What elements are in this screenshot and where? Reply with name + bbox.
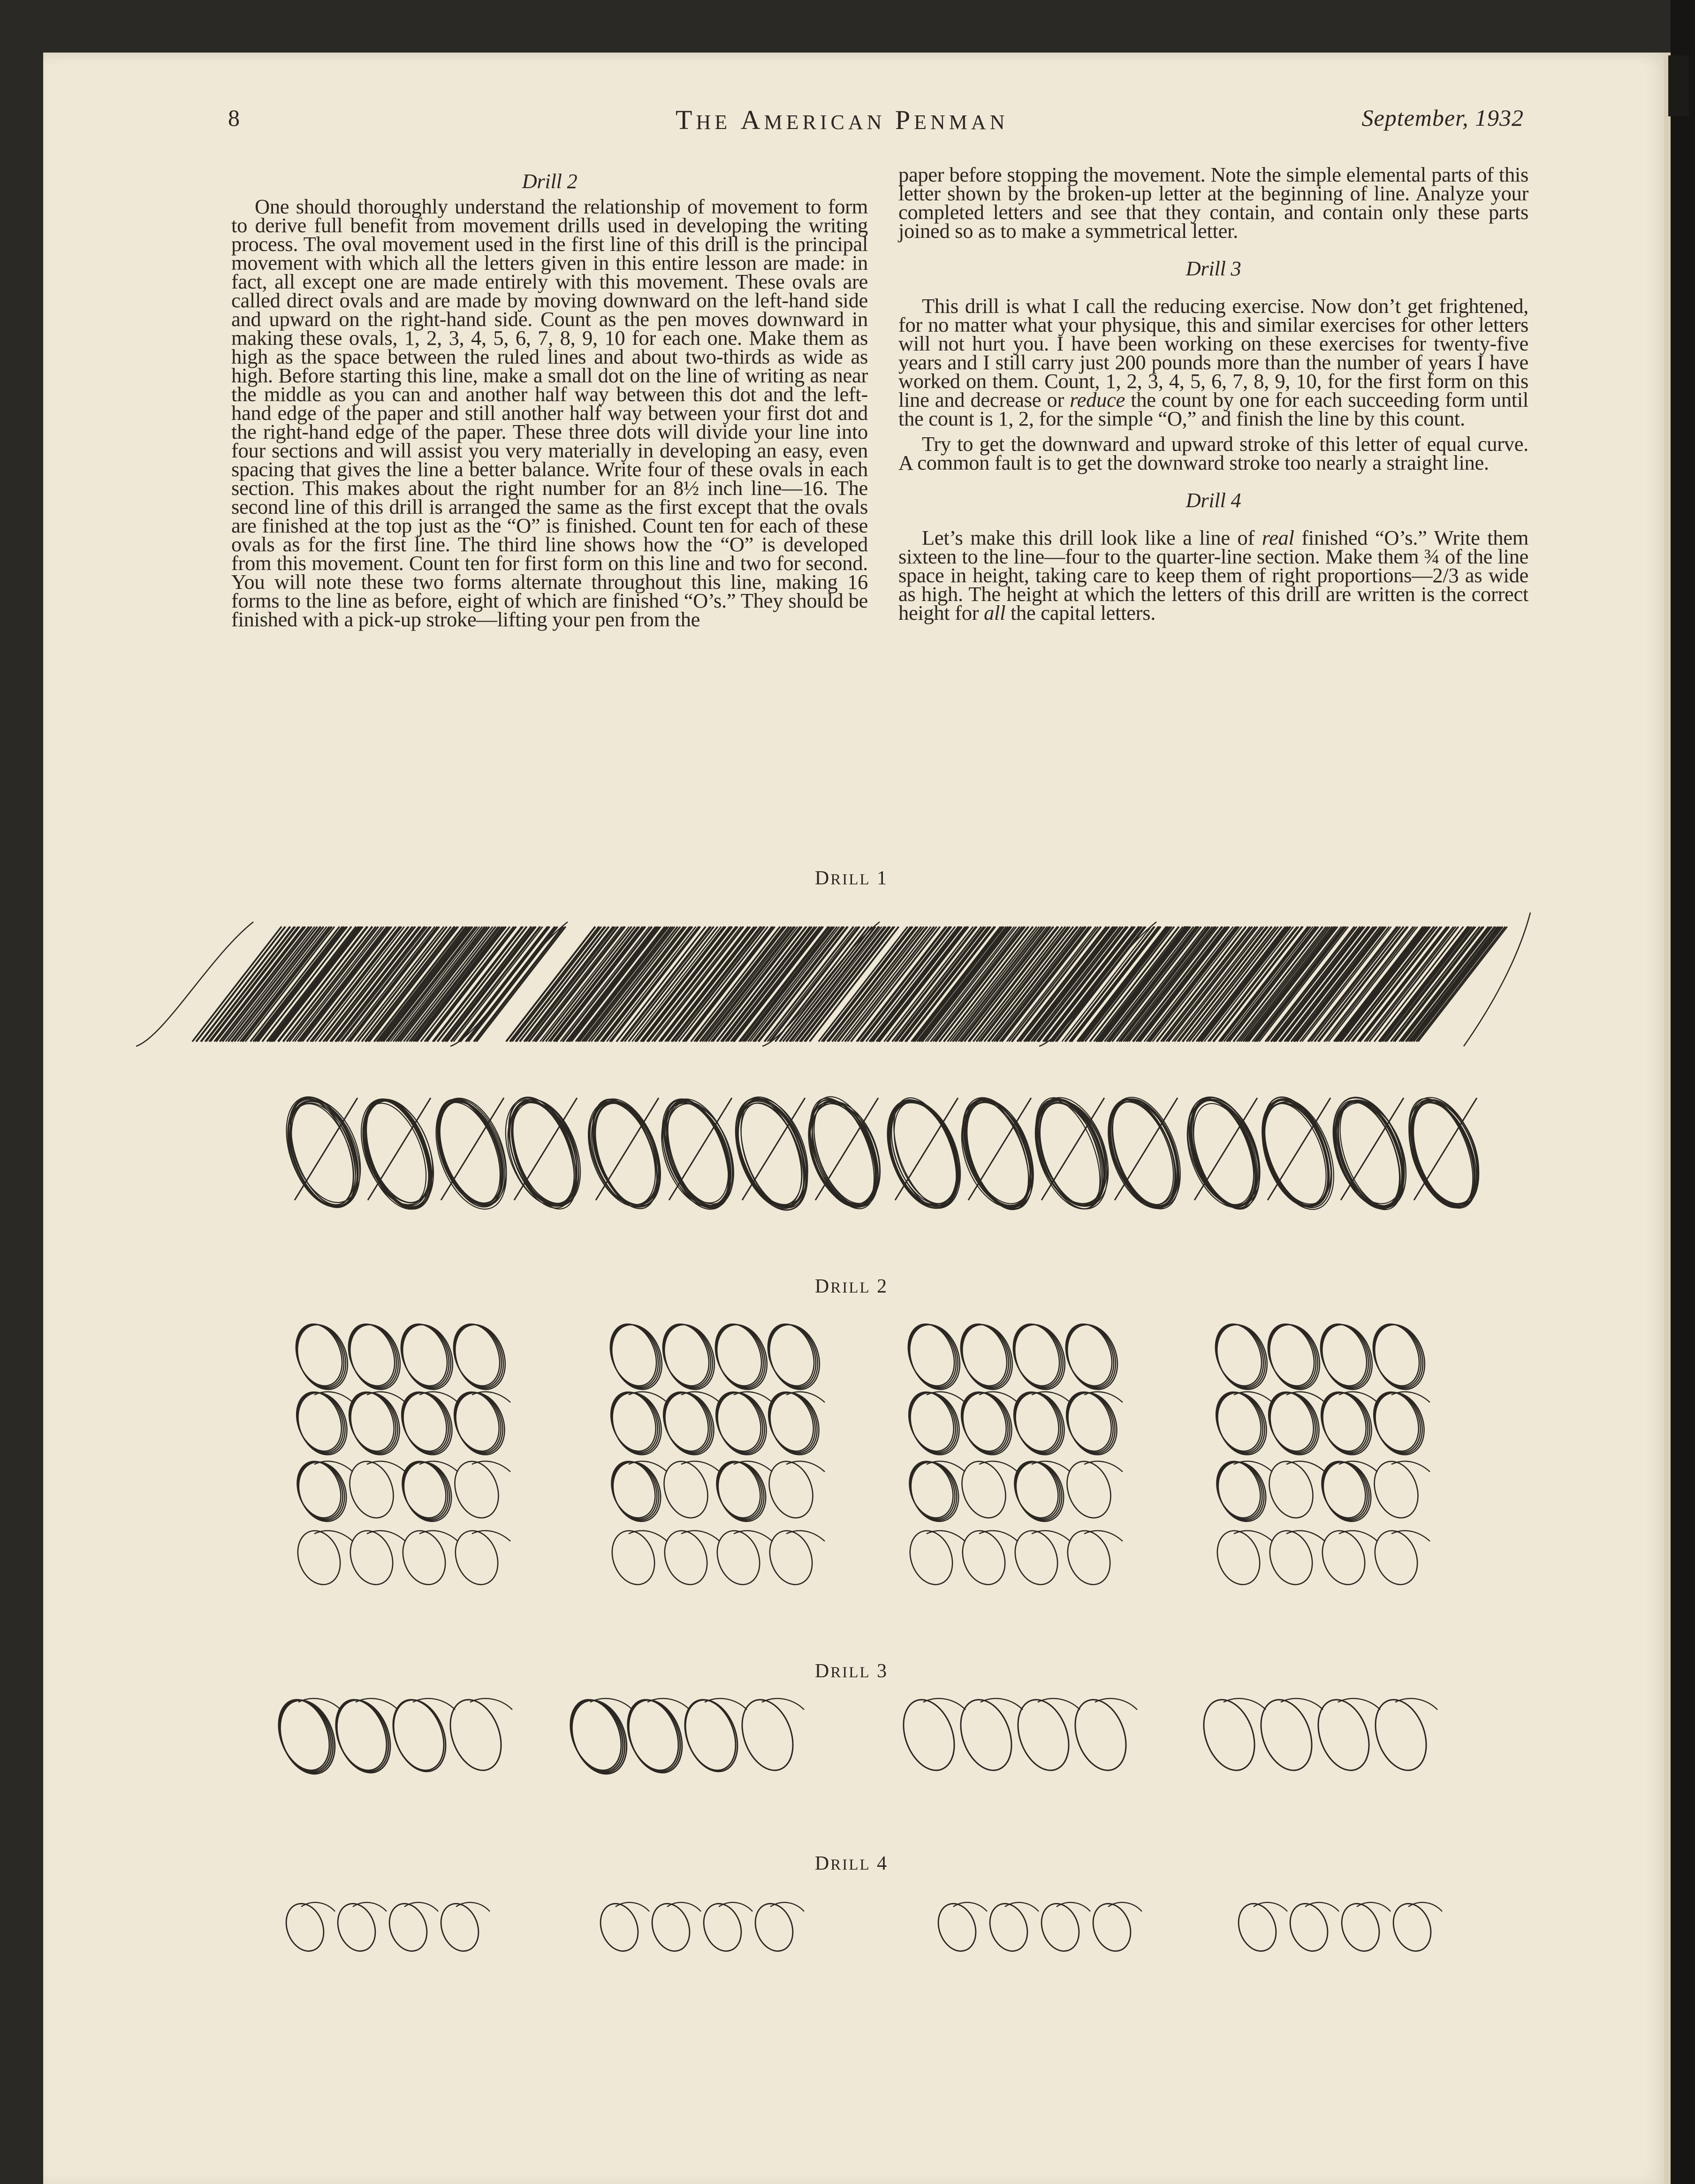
- finishing-stroke: [667, 1902, 701, 1911]
- capital-o-stroke: [762, 1525, 819, 1590]
- reducing-o-stroke: [441, 1693, 510, 1778]
- drill4-text-c: the capital letters.: [1010, 601, 1156, 624]
- finishing-stroke: [1391, 1530, 1430, 1541]
- capital-o-stroke: [761, 1318, 828, 1397]
- finished-o-stroke: [1387, 1898, 1437, 1956]
- capital-o-stroke: [605, 1455, 667, 1527]
- finished-o-stroke: [698, 1898, 748, 1956]
- capital-o-stroke: [1315, 1525, 1372, 1590]
- capital-o-stroke: [1060, 1525, 1117, 1590]
- finished-o-stroke: [984, 1898, 1034, 1956]
- drill-title-rest: RILL: [830, 1857, 871, 1873]
- finishing-stroke: [1224, 1698, 1266, 1710]
- retraced-oval: [422, 1089, 520, 1219]
- finishing-stroke: [1339, 1530, 1377, 1541]
- finishing-stroke: [356, 1698, 398, 1710]
- retraced-oval: [948, 1088, 1046, 1218]
- finished-o-stroke: [280, 1898, 330, 1956]
- finished-o-stroke: [1336, 1898, 1386, 1956]
- finishing-stroke: [681, 1530, 720, 1541]
- reducing-o-stroke: [562, 1693, 637, 1782]
- capital-o-stroke: [954, 1455, 1013, 1524]
- drill3-text-b: the count by one for each succeeding form until the count is 1, 2, for the simple “O,” and finish the line by this count.: [898, 388, 1528, 430]
- finishing-stroke: [953, 1902, 987, 1911]
- drill3-paragraph-2: Try to get the downward and upward stroke of this letter of equal curve. A common fault is to get the downward stroke too nearly a straight line.: [898, 432, 1528, 474]
- drill2-heading: Drill 2: [522, 169, 578, 193]
- capital-o-stroke: [1262, 1455, 1320, 1524]
- oval-slash: [514, 1098, 577, 1200]
- capital-o-stroke: [1368, 1525, 1424, 1590]
- drill-title-number: 2: [877, 1276, 889, 1297]
- push-pull-stroke: [750, 927, 839, 1042]
- drill4-text-a: Let’s make this drill look like a line of: [922, 526, 1254, 549]
- finishing-stroke: [1286, 1530, 1325, 1541]
- oval-slash: [1194, 1098, 1257, 1200]
- issue-date: September, 1932: [1361, 105, 1524, 131]
- reducing-o-stroke: [1309, 1693, 1378, 1778]
- drill2-specimen: [288, 1317, 1434, 1590]
- capital-o-stroke: [710, 1525, 767, 1590]
- capital-o-stroke: [955, 1525, 1012, 1590]
- capital-o-stroke: [447, 1455, 506, 1524]
- reducing-o-stroke: [1066, 1693, 1135, 1778]
- push-pull-stroke: [1300, 927, 1389, 1042]
- finishing-stroke: [1032, 1530, 1070, 1541]
- drill2-row: [289, 1386, 1432, 1462]
- finishing-stroke: [1234, 1530, 1272, 1541]
- oval-slash: [1115, 1098, 1178, 1200]
- capital-o-stroke: [1367, 1455, 1425, 1524]
- finishing-stroke: [1108, 1902, 1142, 1911]
- finishing-stroke: [456, 1902, 490, 1911]
- retraced-oval: [1320, 1088, 1420, 1218]
- capital-o-stroke: [1366, 1318, 1433, 1397]
- finishing-stroke: [413, 1698, 455, 1710]
- capital-o-stroke: [395, 1525, 452, 1590]
- push-pull-stroke: [1393, 927, 1482, 1042]
- finishing-stroke: [927, 1530, 965, 1541]
- retraced-oval: [1174, 1088, 1273, 1218]
- capital-o-stroke: [1008, 1525, 1064, 1590]
- capital-o-stroke: [1261, 1318, 1328, 1397]
- drill2-continued-paragraph: paper before stopping the movement. Note the simple elemental parts of this letter shown by the broken-up letter at the beginning of line. Analyze your completed letters and see that they contain, and contain only these parts joined so as to make a symmetrical letter.: [898, 163, 1528, 243]
- reducing-o-stroke: [951, 1693, 1020, 1778]
- retraced-oval: [796, 1088, 893, 1217]
- oval-slash: [895, 1098, 958, 1200]
- drill-title-number: 3: [877, 1660, 889, 1682]
- capital-o-stroke: [343, 1525, 400, 1590]
- finished-o-stroke: [932, 1898, 982, 1956]
- retraced-oval: [874, 1089, 974, 1218]
- finished-o-stroke: [594, 1898, 645, 1956]
- title-rest: MERICAN: [764, 111, 886, 134]
- finishing-stroke: [1038, 1698, 1080, 1710]
- capital-o-stroke: [289, 1318, 356, 1397]
- title-initial: P: [895, 105, 914, 135]
- finishing-stroke: [301, 1902, 335, 1911]
- capital-o-stroke: [342, 1318, 409, 1397]
- finished-o-stroke: [1035, 1898, 1086, 1956]
- capital-o-stroke: [394, 1318, 461, 1397]
- capital-o-stroke: [290, 1525, 347, 1590]
- reducing-o-stroke: [733, 1693, 802, 1778]
- finishing-stroke: [979, 1530, 1018, 1541]
- title-initial: T: [676, 105, 696, 135]
- finishing-stroke: [1057, 1902, 1090, 1911]
- title-initial: A: [740, 105, 764, 135]
- capital-o-stroke: [290, 1455, 352, 1527]
- capital-o-stroke: [657, 1525, 714, 1590]
- push-pull-stroke: [823, 927, 912, 1042]
- retraced-oval: [1249, 1088, 1347, 1219]
- finishing-stroke: [367, 1530, 405, 1541]
- reducing-o-stroke: [271, 1693, 345, 1782]
- finished-o-stroke: [646, 1898, 696, 1956]
- capital-o-stroke: [448, 1525, 505, 1590]
- capital-o-stroke: [1262, 1525, 1319, 1590]
- retraced-oval: [273, 1087, 373, 1217]
- drill1-oval-row: [273, 1087, 1492, 1219]
- finishing-stroke: [981, 1698, 1023, 1710]
- oval-slash: [968, 1098, 1031, 1200]
- drill-title-rest: RILL: [830, 1664, 871, 1681]
- finishing-stroke: [470, 1698, 512, 1710]
- capital-o-stroke: [708, 1318, 775, 1397]
- capital-o-stroke: [1006, 1318, 1073, 1397]
- finishing-stroke: [1305, 1902, 1339, 1911]
- reducing-o-stroke: [1366, 1693, 1435, 1778]
- capital-o-stroke: [342, 1455, 401, 1524]
- retraced-oval: [492, 1088, 594, 1218]
- finished-o-stroke: [435, 1898, 485, 1956]
- oval-slash: [441, 1098, 504, 1200]
- capital-o-stroke: [1059, 1455, 1118, 1524]
- drill2-row: [288, 1317, 1434, 1396]
- capital-o-stroke: [656, 1318, 723, 1397]
- capital-o-stroke: [656, 1455, 715, 1524]
- drill2-row: [290, 1525, 1430, 1590]
- title-rest: HE: [696, 111, 731, 134]
- emphasis-all: all: [984, 601, 1006, 624]
- capital-o-stroke: [1210, 1525, 1267, 1590]
- reducing-o-stroke: [619, 1693, 692, 1781]
- capital-o-stroke: [395, 1455, 457, 1527]
- drill-title-initial: D: [814, 1853, 831, 1874]
- emphasis-real: real: [1262, 526, 1294, 549]
- capital-o-stroke: [903, 1525, 959, 1590]
- finishing-stroke: [1357, 1902, 1391, 1911]
- drill-title-initial: D: [814, 868, 831, 889]
- finishing-stroke: [923, 1698, 965, 1710]
- retraced-oval: [348, 1089, 447, 1218]
- finishing-stroke: [1408, 1902, 1442, 1911]
- capital-o-stroke: [903, 1455, 965, 1527]
- reducing-o-stroke: [1194, 1693, 1263, 1778]
- finished-o-stroke: [1232, 1898, 1283, 1956]
- finishing-stroke: [1254, 1902, 1287, 1911]
- capital-o-stroke: [1315, 1455, 1377, 1527]
- drill-title-rest: RILL: [830, 871, 871, 888]
- drill4-specimen: [280, 1898, 1442, 1956]
- finishing-stroke: [762, 1698, 804, 1710]
- finishing-stroke: [298, 1698, 341, 1710]
- finishing-stroke: [314, 1530, 353, 1541]
- drill3-text-a: This drill is what I call the reducing exercise. Now don’t get frightened, for no matter what your physique, this and similar exercises for other letters will not hurt you. I have been working on these exercises for twenty-five years and I still carry just 200 pounds more than the number of years I have worked on them. Count, 1, 2, 3, 4, 5, 6, 7, 8, 9, 10, for the first form on this line and decrease or: [898, 294, 1528, 411]
- finishing-stroke: [353, 1902, 387, 1911]
- finishing-stroke: [705, 1698, 747, 1710]
- finishing-stroke: [786, 1530, 825, 1541]
- oval-slash: [596, 1098, 659, 1200]
- capital-o-stroke: [1059, 1318, 1126, 1397]
- capital-o-stroke: [761, 1455, 820, 1524]
- finishing-stroke: [419, 1530, 458, 1541]
- capital-o-stroke: [605, 1525, 661, 1590]
- title-rest: ENMAN: [914, 111, 1009, 134]
- drill3-specimen: [269, 1693, 1437, 1782]
- finished-o-stroke: [332, 1898, 382, 1956]
- finishing-stroke: [404, 1902, 438, 1911]
- drill-title-number: 4: [877, 1853, 889, 1874]
- reducing-o-stroke: [676, 1693, 747, 1779]
- drill2-paragraph: One should thoroughly understand the relationship of movement to form to derive full benefit from movement drills used in developing the writing process. The oval movement used in the first line of this drill is the principal movement with which all the letters given in this entire lesson are made: in fact, all except one are made entirely with this movement. These ovals are called direct ovals and are made by moving downward on the left-hand side and upward on the right-hand side. Count as the pen moves downward in making these ovals, 1, 2, 3, 4, 5, 6, 7, 8, 9, 10 for each one. Make them as high as the space between the ruled lines and about two-thirds as wide as high. Before starting this line, make a small dot on the line of writing as near the middle as you can and another half way between this dot and the left-hand edge of the paper and still another half way between your first dot and the right-hand edge of the paper. These three dots will divide your line into four sections and will assist you very materially in developing an easy, even spacing that gives the line a better balance. Write four of these ovals in each section. This makes about the right number for an 8½ inch line—16. The second line of this drill is arranged the same as the first except that the ovals are finished at the top just as the “O” is finished. Count ten for each of these ovals as for the first line. The third line shows how the “O” is developed from this movement. Count ten for first form on this line and two for second. You will note these two forms alternate throughout this line, making 16 forms to the line as before, eight of which are finished “O’s.” They should be finished with a pick-up stroke—lifting your pen from the: [231, 195, 868, 631]
- capital-o-stroke: [447, 1318, 514, 1397]
- finishing-stroke: [770, 1902, 804, 1911]
- finished-o-stroke: [749, 1898, 799, 1956]
- reducing-o-stroke: [327, 1693, 400, 1781]
- finishing-stroke: [590, 1698, 632, 1710]
- drill2-row: [289, 1455, 1430, 1528]
- capital-o-stroke: [954, 1318, 1021, 1397]
- capital-o-stroke: [710, 1455, 772, 1527]
- finishing-stroke: [734, 1530, 772, 1541]
- retraced-oval: [1396, 1088, 1493, 1217]
- retraced-oval: [1022, 1088, 1122, 1218]
- capital-o-stroke: [1008, 1455, 1070, 1527]
- push-pull-block: [136, 922, 566, 1046]
- retraced-oval: [575, 1090, 674, 1217]
- finishing-stroke: [1395, 1698, 1437, 1710]
- drill1-specimen: [136, 913, 1530, 1046]
- oval-slash: [295, 1098, 357, 1200]
- drill3-heading: Drill 3: [1186, 257, 1241, 280]
- emphasis-reduce: reduce: [1070, 388, 1125, 411]
- finishing-stroke: [719, 1902, 752, 1911]
- drill4-text-b: finished “O’s.” Write them sixteen to the line—four to the quarter-line section. Make them ¾ of the line space in height, taking care to keep them of right proportions—2/3 as wide as high. The height at which the letters of this drill are written is the correct height for: [898, 526, 1529, 624]
- drill-title-initial: D: [814, 1660, 831, 1682]
- retraced-oval: [1095, 1088, 1194, 1218]
- reducing-o-stroke: [1252, 1693, 1321, 1778]
- page-number: 8: [228, 105, 240, 131]
- finishing-stroke: [616, 1902, 649, 1911]
- finishing-stroke: [1281, 1698, 1323, 1710]
- finished-o-stroke: [383, 1898, 433, 1956]
- reducing-o-stroke: [1009, 1693, 1078, 1778]
- capital-o-stroke: [1314, 1318, 1381, 1397]
- oval-slash: [742, 1098, 805, 1200]
- finishing-stroke: [647, 1698, 690, 1710]
- reducing-o-stroke: [894, 1693, 963, 1778]
- capital-o-stroke: [1209, 1318, 1276, 1397]
- drill-title-rest: RILL: [830, 1279, 871, 1296]
- finished-o-stroke: [1284, 1898, 1334, 1956]
- capital-o-stroke: [901, 1318, 968, 1397]
- capital-o-stroke: [1210, 1455, 1272, 1527]
- drill4-heading: Drill 4: [1186, 488, 1241, 512]
- drill-title-number: 1: [877, 868, 889, 889]
- finished-o-stroke: [1087, 1898, 1137, 1956]
- oval-slash: [669, 1098, 732, 1200]
- finishing-stroke: [1338, 1698, 1380, 1710]
- finishing-stroke: [629, 1530, 667, 1541]
- drill-title-initial: D: [814, 1276, 831, 1297]
- finishing-stroke: [472, 1530, 510, 1541]
- finishing-stroke: [1095, 1698, 1137, 1710]
- retraced-oval: [648, 1090, 746, 1218]
- retraced-oval: [722, 1088, 821, 1219]
- finishing-stroke: [1005, 1902, 1039, 1911]
- reducing-o-stroke: [384, 1693, 455, 1779]
- finishing-stroke: [1084, 1530, 1123, 1541]
- capital-o-stroke: [603, 1318, 670, 1397]
